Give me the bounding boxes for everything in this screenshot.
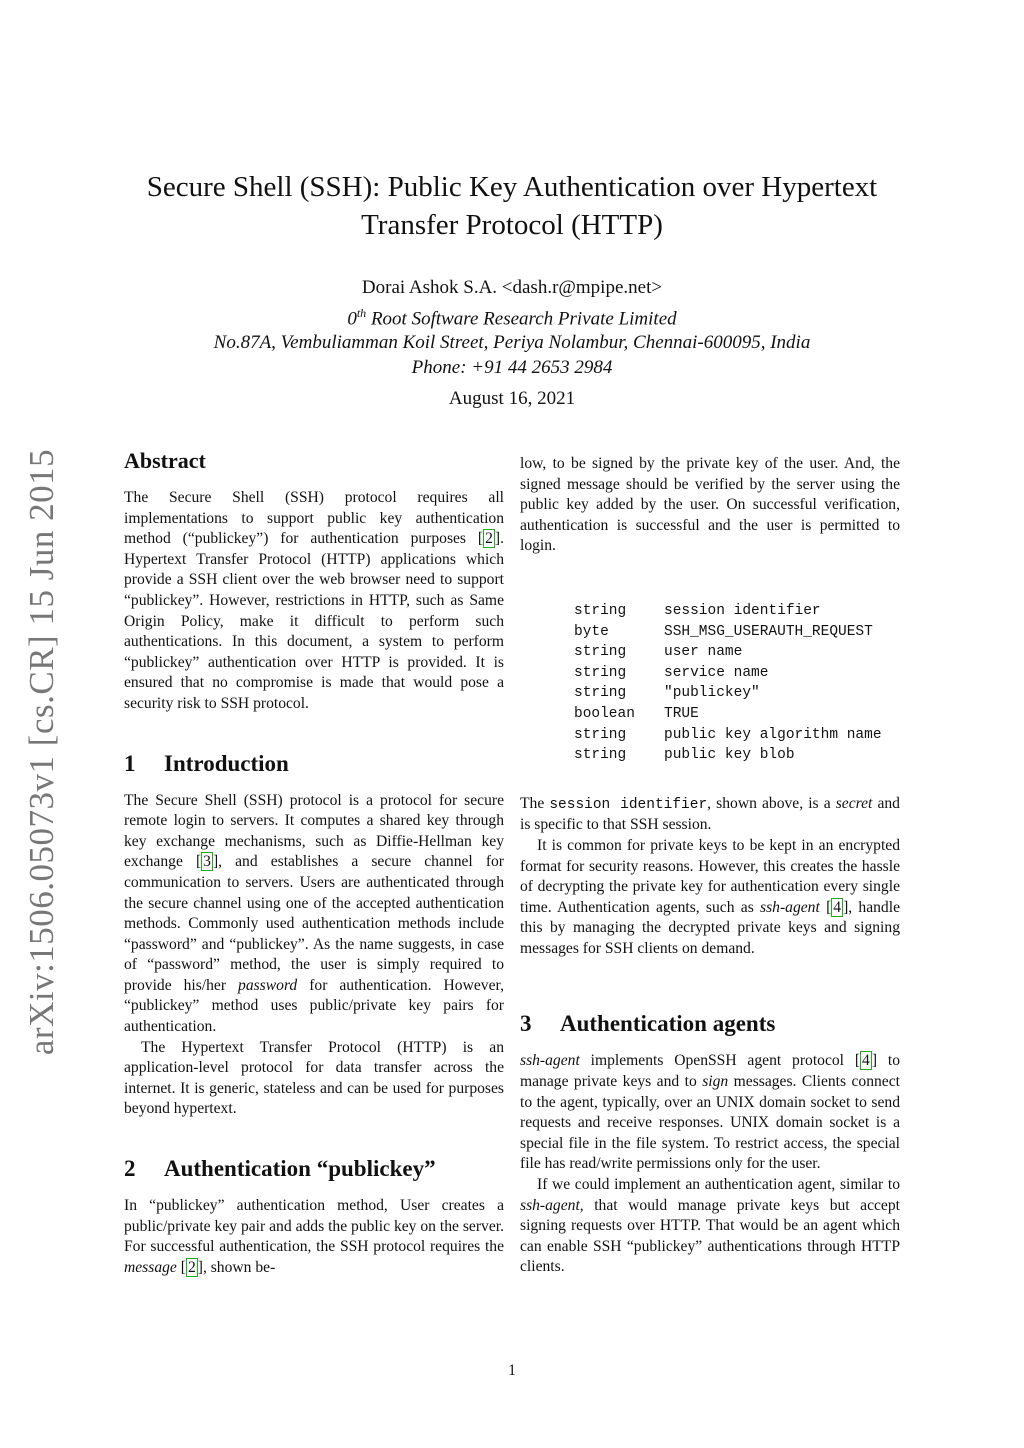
message-field-type: byte	[574, 623, 609, 640]
title-line-2: Transfer Protocol (HTTP)	[361, 209, 663, 241]
right-column	[520, 454, 900, 1354]
citation-link[interactable]: 4	[862, 1052, 870, 1070]
citation-link[interactable]: 2	[485, 530, 493, 548]
sec3-paragraph-1: ssh-agent implements OpenSSH agent protocol [ 4 ] to manage private keys and to sign messages. Clients connect to the agent, typically, over an UNIX domain socket to send requests and receive responses. UNIX domain socket is a special file in the file system. To restrict access, the special file has read/write permissions only for the user.	[520, 1052, 901, 1173]
message-field-value: "publickey"	[664, 685, 760, 702]
sec2-paragraph-3: It is common for private keys to be kept in an encrypted format for security reasons. However, this creates the hassle of decrypting the private key for authentication every single time. Authentication agents, such as ssh-agent [ 4 ], handle this by managing the decrypted private keys and signing messages for SSH clients on demand.	[520, 836, 900, 957]
message-field-type: string	[574, 602, 627, 619]
title-line-1: Secure Shell (SSH): Public Key Authentication over Hypertext	[146, 171, 878, 203]
message-field-value: public key blob	[664, 747, 795, 764]
message-field-value: public key algorithm name	[664, 726, 882, 743]
sec2-paragraph-2: The session identifier, shown above, is a secret and is specific to that SSH session.	[520, 794, 900, 834]
citation-link[interactable]: 3	[203, 853, 211, 871]
author-name-email: Dorai Ashok S.A. <dash.r@mpipe.net>	[361, 277, 663, 298]
author-address: No.87A, Vembuliamman Koil Street, Periya Nolambur, Chennai-600095, India	[213, 332, 811, 354]
author-phone: Phone: +91 44 2653 2984	[411, 356, 613, 378]
citation-link[interactable]: 4	[833, 898, 842, 916]
left-column	[124, 448, 504, 1278]
message-field-value: service name	[664, 664, 769, 681]
message-field-value: session identifier	[664, 602, 821, 619]
message-field-type: string	[574, 726, 627, 743]
author-affiliation: 0th Root Software Research Private Limited	[347, 305, 677, 329]
sec3-paragraph-2: If we could implement an authentication agent, similar to ssh-agent, that would manage private keys but accept signing requests over HTTP. That would be an agent which can enable SSH “publickey” authentications through HTTP clients.	[520, 1176, 900, 1276]
citation-link[interactable]: 2	[187, 1258, 196, 1276]
arxiv-stamp: arXiv:1506.05073v1 [cs.CR] 15 Jun 2015	[22, 448, 61, 1056]
sec2-paragraph-1-continued: low, to be signed by the private key of the user. And, the signed message should be verified by the server using the public key added by the user. On successful verification, authentication is successful and the user is permitted to login.	[520, 455, 900, 555]
section-1-heading: 1 Introduction	[124, 750, 289, 776]
sec2-paragraph-1b: , shown be-	[202, 1258, 276, 1276]
message-field-type: boolean	[574, 705, 635, 722]
message-row	[574, 704, 882, 725]
message-row	[574, 725, 882, 746]
paper-title	[100, 168, 924, 244]
paper-date: August 16, 2021	[448, 388, 576, 409]
abstract-text: The Secure Shell (SSH) protocol requires all implementations to support public key authentication method (“publickey”) for authentication purposes [ 2 ]. Hypertext Transfer Protocol (HTTP) applications which provide a SSH client over the web browser need to support “publickey”. However, restrictions in HTTP, such as Same Origin Policy, make it difficult to perform such authentications. In this document, a system to perform “publickey” authentication over HTTP is provided. It is ensured that no compromise is made that would pose a security risk to SSH protocol.	[124, 489, 505, 712]
section-2-heading: 2 Authentication “publickey”	[124, 1156, 436, 1182]
message-field-type: string	[574, 644, 627, 661]
message-row	[574, 745, 882, 766]
message-row	[574, 601, 882, 622]
message-field-type: string	[574, 664, 627, 681]
author-block	[100, 276, 924, 380]
message-row	[574, 663, 882, 684]
message-field-value: user name	[664, 644, 743, 661]
message-field-value: TRUE	[664, 705, 699, 722]
message-field-type: string	[574, 747, 627, 764]
sec2-paragraph-1a: In “publickey” authentication method, User creates a public/private key pair and adds the public key on the server. For successful authentication, the SSH protocol requires the message [ 2 ], shown be-	[124, 1197, 504, 1276]
intro-paragraph-2: The Hypertext Transfer Protocol (HTTP) is an application-level protocol for data transfer across the internet. It is generic, stateless and can be used for purposes beyond hypertext.	[124, 1038, 504, 1118]
message-field-value: SSH_MSG_USERAUTH_REQUEST	[664, 623, 873, 640]
message-row	[574, 683, 882, 704]
intro-paragraph-1: The Secure Shell (SSH) protocol is a protocol for secure remote login to servers. It computes a shared key through key exchange mechanisms, such as Diffie-Hellman key exchange [ 3 ], and establishes a secure channel for communication to servers. Users are authenticated through the secure channel using one of the accepted authentication methods. Commonly used authentication methods include “password” and “publickey”. As the name suggests, in case of “password” method, the user is simply required to provide his/her password for authentication. However, “publickey” method uses public/private key pairs for authentication.	[124, 791, 505, 1036]
message-row	[574, 642, 882, 663]
section-3-heading: 3 Authentication agents	[520, 1011, 776, 1037]
message-row	[574, 622, 882, 643]
abstract-heading: Abstract	[124, 448, 206, 473]
message-format-table	[574, 601, 882, 766]
page-number: 1	[508, 1362, 516, 1379]
message-field-type: string	[574, 685, 627, 702]
